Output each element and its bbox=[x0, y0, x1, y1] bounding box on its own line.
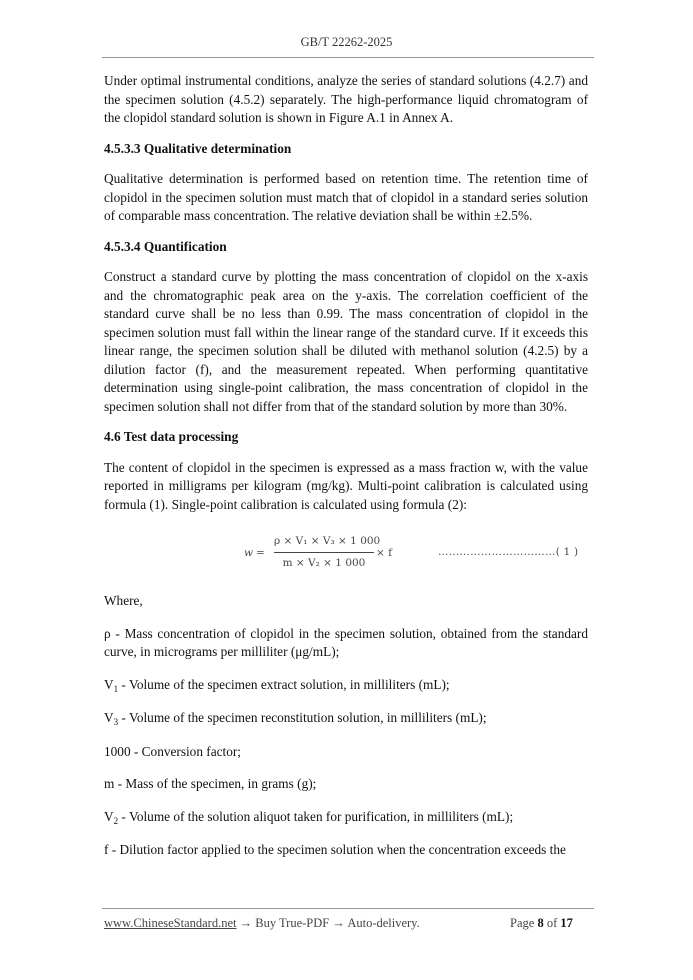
definition-mass: m - Mass of the specimen, in grams (g); bbox=[104, 776, 317, 791]
v1-symbol: V bbox=[104, 676, 114, 692]
site-link[interactable]: www.ChineseStandard.net bbox=[104, 916, 237, 930]
definition-v1 bbox=[104, 676, 588, 696]
v2-text: - Volume of the solution aliquot taken for purification, in milliliters (mL); bbox=[118, 808, 514, 824]
definition-rho: ρ - Mass concentration of clopidol in the specimen solution, obtained from the standard curve, in micrograms per milliliter (μg/mL); bbox=[104, 625, 588, 659]
formula-dots: …………………………… bbox=[438, 546, 556, 558]
formula-1 bbox=[104, 532, 588, 572]
page-number: 8 bbox=[537, 916, 544, 930]
page-total: 17 bbox=[560, 916, 573, 930]
formula-tail: × f bbox=[376, 547, 393, 559]
arrow-right-icon: → bbox=[329, 916, 348, 930]
formula-numerator: ρ × V₁ × V₃ × 1 000 bbox=[274, 532, 374, 553]
paragraph-analysis: Under optimal instrumental conditions, analyze the series of standard solutions (4.2.7) and the specimen solution (4.5.2) separately. The high-performance liquid chromatogram of the clopidol standard solution is shown in Figure A.1 in Annex A. bbox=[104, 73, 588, 125]
v2-symbol: V bbox=[104, 808, 114, 824]
formula-lhs: w bbox=[244, 547, 253, 559]
formula-leader bbox=[438, 543, 578, 562]
page-content bbox=[104, 72, 588, 860]
header-divider bbox=[102, 57, 594, 58]
definition-v3 bbox=[104, 709, 588, 729]
formula-fraction bbox=[274, 532, 381, 572]
v3-subscript: 3 bbox=[113, 717, 119, 727]
footer-divider bbox=[102, 908, 594, 909]
auto-delivery-text: Auto-delivery. bbox=[347, 916, 420, 930]
footer-links bbox=[104, 916, 420, 931]
formula-equals: = bbox=[256, 547, 265, 559]
paragraph-data-processing: The content of clopidol in the specimen is expressed as a mass fraction w, with the value reported in milligrams per kilogram (mg/kg). Multi-point calibration is calculated using formula (1). Single-point calibration is calculated using formula (2): bbox=[104, 459, 588, 512]
paragraph-quantification: Construct a standard curve by plotting the mass concentration of clopidol on the x-axis and the chromatographic peak area on the y-axis. The correlation coefficient of the standard curve shall be no less than 0.99. The mass concentration of clopidol in the specimen solution must fall within the linear range of the standard curve. If it exceeds this linear range, the specimen solution shall be diluted with methanol solution (4.2.5) by a dilution factor (f), and the measurement repeated. When performing quantitative determination using single-point calibration, the mass concentration of clopidol in the specimen solution shall not differ from that of the standard solution by more than 30%. bbox=[104, 269, 588, 414]
v2-subscript: 2 bbox=[113, 815, 119, 826]
v3-symbol: V bbox=[104, 710, 114, 725]
page-label: Page bbox=[510, 916, 535, 930]
heading-quantification: 4.5.3.4 Quantification bbox=[104, 238, 227, 254]
heading-qualitative-determination: 4.5.3.3 Qualitative determination bbox=[104, 140, 292, 156]
buy-pdf-link[interactable]: Buy True-PDF bbox=[255, 916, 330, 930]
paragraph-qualitative: Qualitative determination is performed based on retention time. The retention time of clopidol in the specimen solution must match that of clopidol in a standard series solution of comparable mass concentration. The relative deviation shall be within ±2.5%. bbox=[104, 171, 588, 223]
v1-text: - Volume of the specimen extract solution, in milliliters (mL); bbox=[118, 676, 450, 692]
arrow-right-icon: → bbox=[236, 916, 256, 930]
heading-test-data-processing: 4.6 Test data processing bbox=[104, 429, 239, 444]
definition-dilution-factor: f - Dilution factor applied to the specimen solution when the concentration exceeds the bbox=[104, 842, 566, 857]
header-title: GB/T 22262-2025 bbox=[300, 35, 393, 49]
formula-number: ( 1 ) bbox=[555, 546, 579, 558]
definition-conversion-factor: 1000 - Conversion factor; bbox=[104, 743, 242, 759]
document-header bbox=[0, 35, 693, 50]
where-label: Where, bbox=[104, 593, 143, 608]
page-indicator bbox=[510, 916, 573, 931]
of-label: of bbox=[546, 916, 558, 930]
v3-text: - Volume of the specimen reconstitution solution, in milliliters (mL); bbox=[118, 710, 487, 725]
v1-subscript: 1 bbox=[113, 683, 119, 694]
formula-denominator: m × V₂ × 1 000 bbox=[282, 556, 366, 569]
definition-v2 bbox=[104, 808, 588, 828]
